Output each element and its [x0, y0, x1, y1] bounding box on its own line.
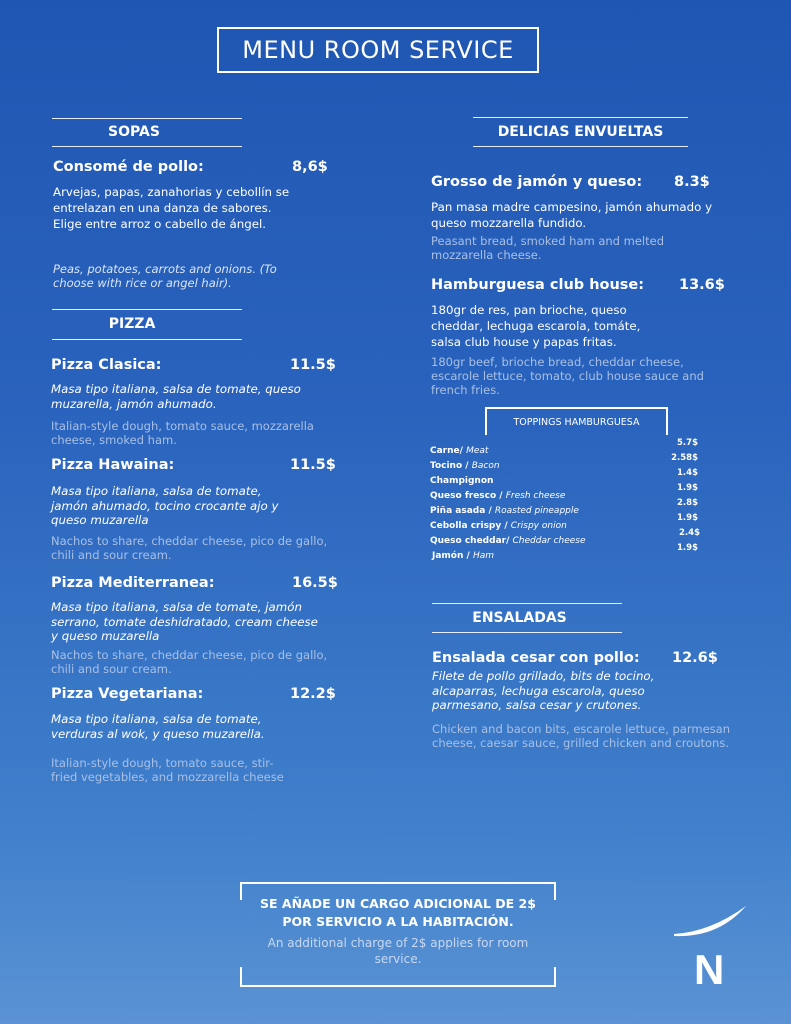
item-name-hamburguesa: Hamburguesa club house:	[431, 277, 645, 293]
topping-row	[430, 483, 710, 501]
topping-price: 1.9$	[677, 513, 698, 523]
delicias-heading: DELICIAS ENVUELTAS	[497, 124, 664, 140]
topping-name: Champignon	[430, 476, 494, 486]
ensaladas-heading: ENSALADAS	[472, 610, 567, 626]
item-en-pizza-clasica: Italian-style dough, tomato sauce, mozzarella cheese, smoked ham.	[51, 419, 314, 447]
menu-title	[217, 27, 539, 73]
item-name-ensalada-cesar: Ensalada cesar con pollo:	[432, 650, 640, 666]
item-desc-grosso: Pan masa madre campesino, jamón ahumado y queso mozzarella fundido.	[431, 200, 713, 230]
item-en-ensalada-cesar: Chicken and bacon bits, escarole lettuce, parmesan cheese, caesar sauce, grilled chicken and croutons.	[432, 722, 730, 750]
item-name-pizza-clasica: Pizza Clasica:	[51, 357, 162, 373]
item-name-pizza-hawaina: Pizza Hawaina:	[51, 457, 175, 473]
toppings-heading: TOPPINGS HAMBURGUESA	[513, 417, 640, 428]
topping-row	[430, 498, 710, 516]
pizza-rule-top	[52, 309, 242, 310]
toppings-list	[430, 438, 710, 561]
footer-en: An additional charge of 2$ applies for room service.	[267, 936, 529, 966]
pizza-heading: PIZZA	[108, 316, 156, 332]
item-name-pizza-mediterranea: Pizza Mediterranea:	[51, 575, 215, 591]
item-desc-consome: Arvejas, papas, zanahorias y cebollín se entrelazan en una danza de sabores. Elige entre arroz o cabello de ángel.	[53, 185, 290, 231]
footer-line-1: SE AÑADE UN CARGO ADICIONAL DE 2$	[260, 896, 536, 911]
item-en-hamburguesa: 180gr beef, brioche bread, cheddar cheese, escarole lettuce, tomato, club house sauce and french fries.	[431, 355, 704, 397]
item-price-pizza-clasica: 11.5$	[290, 357, 336, 373]
topping-name: Tocino / Bacon	[430, 461, 500, 471]
sopas-rule-top	[52, 118, 242, 119]
brand-logo	[670, 902, 750, 992]
menu-title-text: MENU ROOM SERVICE	[242, 36, 514, 64]
item-en-grosso: Peasant bread, smoked ham and melted mozzarella cheese.	[431, 234, 664, 262]
item-price-consome: 8,6$	[292, 159, 328, 175]
topping-price: 2.8$	[677, 498, 698, 508]
topping-row	[430, 468, 710, 486]
topping-name: Cebolla crispy / Crispy onion	[430, 521, 567, 531]
sopas-heading: SOPAS	[108, 124, 160, 140]
topping-price: 2.58$	[671, 453, 698, 463]
topping-price: 1.9$	[677, 483, 698, 493]
topping-price: 2.4$	[679, 528, 700, 538]
item-en-pizza-vegetariana: Italian-style dough, tomato sauce, stir-fried vegetables, and mozzarella cheese	[51, 756, 284, 784]
topping-row	[430, 453, 710, 471]
item-en-consome: Peas, potatoes, carrots and onions. (To choose with rice or angel hair).	[53, 262, 277, 290]
topping-name: Queso fresco / Fresh cheese	[430, 491, 566, 501]
ensaladas-rule-bottom	[432, 632, 622, 633]
item-desc-hamburguesa: 180gr de res, pan brioche, queso cheddar, lechuga escarola, tomáte, salsa club house y papas fritas.	[431, 303, 641, 349]
topping-name: Jamón / Ham	[432, 551, 495, 561]
item-desc-pizza-clasica: Masa tipo italiana, salsa de tomate, queso muzarella, jamón ahumado.	[51, 382, 301, 411]
topping-price: 5.7$	[677, 438, 698, 448]
footer-corner-br	[554, 967, 556, 985]
item-price-ensalada-cesar: 12.6$	[672, 650, 718, 666]
item-price-pizza-vegetariana: 12.2$	[290, 686, 336, 702]
item-desc-pizza-mediterranea: Masa tipo italiana, salsa de tomate, jamón serrano, tomate deshidratado, cream cheese y queso muzarella	[51, 600, 318, 643]
item-desc-pizza-hawaina: Masa tipo italiana, salsa de tomate, jamón ahumado, tocino crocante ajo y queso muzarella	[51, 484, 279, 527]
item-price-pizza-mediterranea: 16.5$	[292, 575, 338, 591]
pizza-rule-bottom	[52, 339, 242, 340]
item-name-pizza-vegetariana: Pizza Vegetariana:	[51, 686, 204, 702]
item-name-grosso: Grosso de jamón y queso:	[431, 174, 643, 190]
topping-name: Carne/ Meat	[430, 446, 489, 456]
topping-name: Queso cheddar/ Cheddar cheese	[430, 536, 586, 546]
delicias-rule-top	[473, 117, 688, 118]
item-en-pizza-hawaina: Nachos to share, cheddar cheese, pico de gallo, chili and sour cream.	[51, 534, 328, 562]
toppings-box	[485, 407, 668, 435]
item-price-hamburguesa: 13.6$	[679, 277, 725, 293]
delicias-rule-bottom	[473, 146, 688, 147]
item-en-pizza-mediterranea: Nachos to share, cheddar cheese, pico de gallo, chili and sour cream.	[51, 648, 328, 676]
topping-row	[430, 438, 710, 456]
ensaladas-rule-top	[432, 603, 622, 604]
footer-notice	[240, 895, 556, 931]
topping-price: 1.9$	[677, 543, 698, 553]
sopas-rule-bottom	[52, 146, 242, 147]
topping-name: Piña asada / Roasted pineapple	[430, 506, 579, 516]
item-desc-ensalada-cesar: Filete de pollo grillado, bits de tocino, alcaparras, lechuga escarola, queso parmesano, salsa cesar y crutones.	[432, 669, 655, 712]
topping-price: 1.4$	[677, 468, 698, 478]
footer-line-2: POR SERVICIO A LA HABITACIÓN.	[282, 914, 514, 929]
item-desc-pizza-vegetariana: Masa tipo italiana, salsa de tomate, verduras al wok, y queso muzarella.	[51, 712, 265, 741]
item-price-pizza-hawaina: 11.5$	[290, 457, 336, 473]
logo-letter: N	[694, 946, 725, 993]
item-name-consome: Consomé de pollo:	[53, 159, 204, 175]
footer-corner-bl	[240, 967, 242, 985]
item-price-grosso: 8.3$	[674, 174, 710, 190]
topping-row	[430, 543, 710, 561]
topping-row	[430, 513, 710, 531]
topping-row	[430, 528, 710, 546]
